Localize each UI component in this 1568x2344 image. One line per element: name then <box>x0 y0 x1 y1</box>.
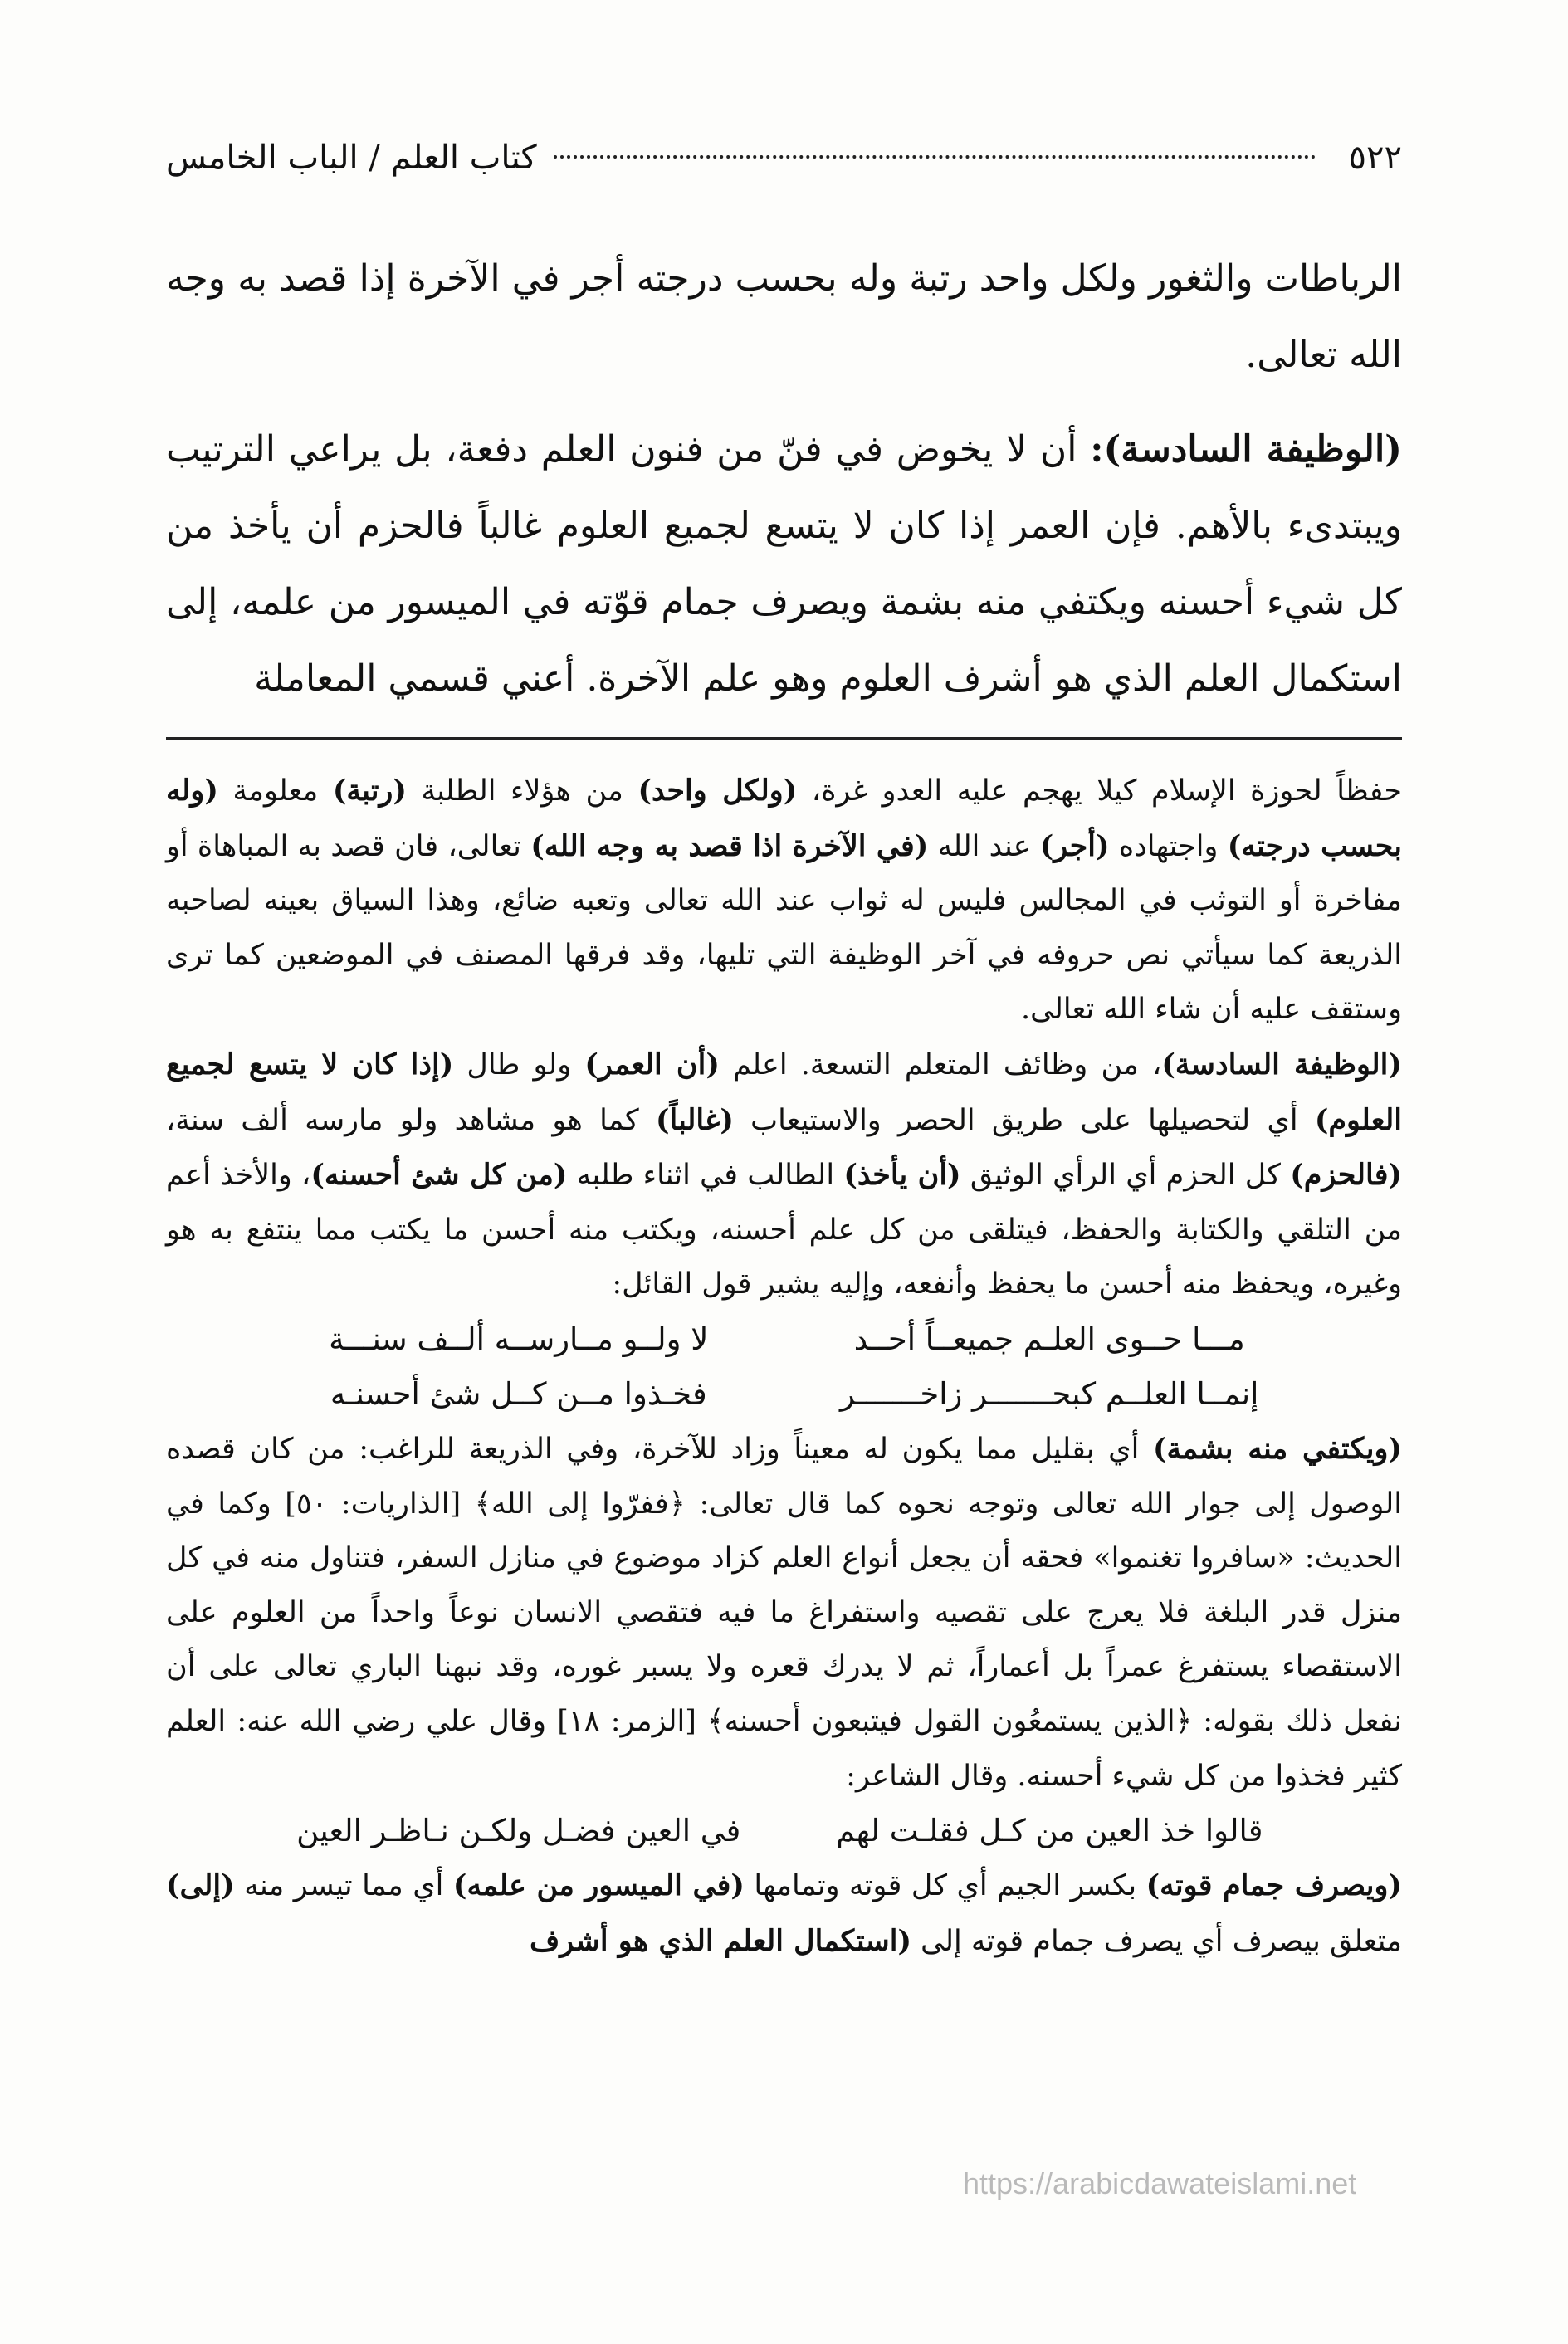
main-paragraph-2-text: أن لا يخوض في فنّ من فنون العلم دفعة، بل يراعي الترتيب ويبتدىء بالأهم. فإن العمر إذا كان لا يتسع لجميع العلوم غالباً فالحزم أن يأخذ من كل شيء أحسنه ويكتفي منه بشمة ويصرف جمام قوّته في الميسور من علمه، إلى استكمال العلم الذي هو أشرف العلوم وهو علم الآخرة. أعني قسمي المعاملة <box>166 428 1402 700</box>
commentary-text: الطالب في اثناء طلبه <box>567 1159 844 1193</box>
quoted-term: (فالحزم) <box>1290 1158 1402 1193</box>
commentary-text: كما هو مشاهد ولو مارسه ألف سنة، <box>166 1103 656 1137</box>
section-heading: (الوظيفة السادسة): <box>1090 428 1402 471</box>
commentary-text: عند الله <box>928 829 1040 863</box>
quoted-term: (إذا كان لا يتسع لجميع العلوم) <box>166 1047 1402 1137</box>
commentary-text: تعالى، فان قصد به المباهاة أو مفاخرة أو التوثب في المجالس فليس له ثواب عند الله تعالى وتعبه ضائع، وهذا السياق بعينه لصاحبه الذريعة كما سيأتي نص حروفه في آخر الوظيفة التي تليها، وقد فرقها المصنف في الموضعين كما ترى وستقف عليه أن شاء الله تعالى. <box>166 829 1402 1027</box>
quoted-term: (ولكل واحد) <box>637 774 798 808</box>
commentary-text: بكسر الجيم أي كل قوته وتمامها <box>744 1869 1146 1903</box>
commentary-text: ، والأخذ أعم من التلقي والكتابة والحفظ، فيتلقى من كل علم أحسنه، ويكتب منه أحسن ما يكتب مما ينتفع به هو وغيره، ويحفظ منه أحسن ما يحفظ وأنفعه، وإليه يشير قول القائل: <box>166 1159 1402 1301</box>
verse-hemistich: في العين فضـل ولكـن نـاظـر العين <box>296 1813 741 1849</box>
commentary-text: أي لتحصيلها على طريق الحصر والاستيعاب <box>733 1103 1315 1137</box>
quoted-term: (ويصرف جمام قوته) <box>1145 1868 1402 1903</box>
quoted-term: (أن العمر) <box>584 1047 720 1082</box>
verse-hemistich: إنمــا العلــم كبحـــــــر زاخـــــــر <box>840 1375 1259 1412</box>
chapter-title: كتاب العلم / الباب الخامس <box>166 139 537 177</box>
verse-hemistich: لا ولــو مــارســه ألــف سنـــة <box>329 1321 709 1357</box>
commentary-paragraph <box>166 1038 1402 1312</box>
commentary-paragraph <box>166 1422 1402 1804</box>
main-text <box>166 241 1402 717</box>
commentary-text: من هؤلاء الطلبة <box>406 774 638 808</box>
header-dotted-leader <box>554 155 1316 159</box>
quoted-term: (في الآخرة اذا قصد به وجه الله) <box>530 828 929 863</box>
commentary-text: ولو طال <box>453 1047 585 1082</box>
poem-verse <box>166 1312 1402 1422</box>
quoted-term: (غالباً) <box>655 1102 734 1137</box>
commentary-text: أي بقليل مما يكون له معيناً وزاد للآخرة، وفي الذريعة للراغب: من كان قصده الوصول إلى جوار الله تعالى وتوجه نحوه كما قال تعالى: ﴿ففرّوا إلى الله﴾ [الذاريات: ٥٠] وكما في الحديث: «سافروا تغنموا» فحقه أن يجعل أنواع العلم كزاد موضوع في منازل السفر، فتناول منه في كل منزل قدر البلغة فلا يعرج على تقصيه واستفراغ ما فيه فتقصي الانسان نوعاً واحداً من العلوم على الاستقصاء يستفرغ عمراً بل أعماراً، ثم لا يدرك قعره ولا يسبر غوره، وقد نبهنا الباري تعالى على أن نفعل ذلك بقوله: ﴿الذين يستمعُون القول فيتبعون أحسنه﴾ [الزمر: ١٨] وقال علي رضي الله عنه: العلم كثير فخذوا من كل شيء أحسنه. وقال الشاعر: <box>166 1432 1403 1793</box>
verse-hemistich: مـــا حــوى العلـم جميعــاً أحــد <box>853 1321 1245 1357</box>
commentary-paragraph <box>166 1858 1402 1969</box>
quoted-term: (أجر) <box>1039 828 1110 863</box>
running-header <box>166 133 1402 191</box>
commentary <box>166 764 1402 1969</box>
quoted-term: (وله بحسب درجته) <box>166 774 1403 863</box>
commentary-text: متعلق بيصرف أي يصرف جمام قوته إلى <box>911 1924 1402 1958</box>
commentary-text: ، من وظائف المتعلم التسعة. اعلم <box>719 1047 1162 1082</box>
main-paragraph-1: الرباطات والثغور ولكل واحد رتبة وله بحسب درجته أجر في الآخرة إذا قصد به وجه الله تعالى. <box>166 257 1402 376</box>
page-number: ٥٢٢ <box>1348 139 1402 177</box>
watermark-url: https://arabicdawateislami.net <box>963 2166 1357 2200</box>
commentary-text: كل الحزم أي الرأي الوثيق <box>960 1159 1291 1193</box>
quoted-term: (أن يأخذ) <box>843 1158 961 1193</box>
commentary-text: معلومة <box>217 774 333 808</box>
quoted-term: (استكمال العلم الذي هو أشرف <box>529 1923 912 1958</box>
quoted-term: (من كل شئ أحسنه) <box>310 1158 568 1193</box>
verse-hemistich: قالوا خذ العين من كـل فقلـت لهم <box>836 1813 1263 1849</box>
poem-verse <box>166 1804 1402 1858</box>
commentary-paragraph <box>166 764 1402 1038</box>
footnote-divider <box>166 737 1402 740</box>
quoted-term: (إلى) <box>166 1868 235 1903</box>
quoted-term: (رتبة) <box>332 774 407 808</box>
commentary-text: أي مما تيسر منه <box>234 1869 453 1903</box>
verse-hemistich: فخـذوا مــن كــل شئ أحسنـه <box>330 1375 707 1412</box>
commentary-text: واجتهاده <box>1109 829 1228 863</box>
quoted-term: (الوظيفة السادسة) <box>1161 1047 1402 1082</box>
main-paragraph-2 <box>166 412 1402 717</box>
quoted-term: (ويكتفي منه بشمة) <box>1152 1431 1402 1466</box>
quoted-term: (في الميسور من علمه) <box>452 1868 745 1903</box>
commentary-text: حفظاً لحوزة الإسلام كيلا يهجم عليه العدو غرة، <box>797 774 1402 808</box>
